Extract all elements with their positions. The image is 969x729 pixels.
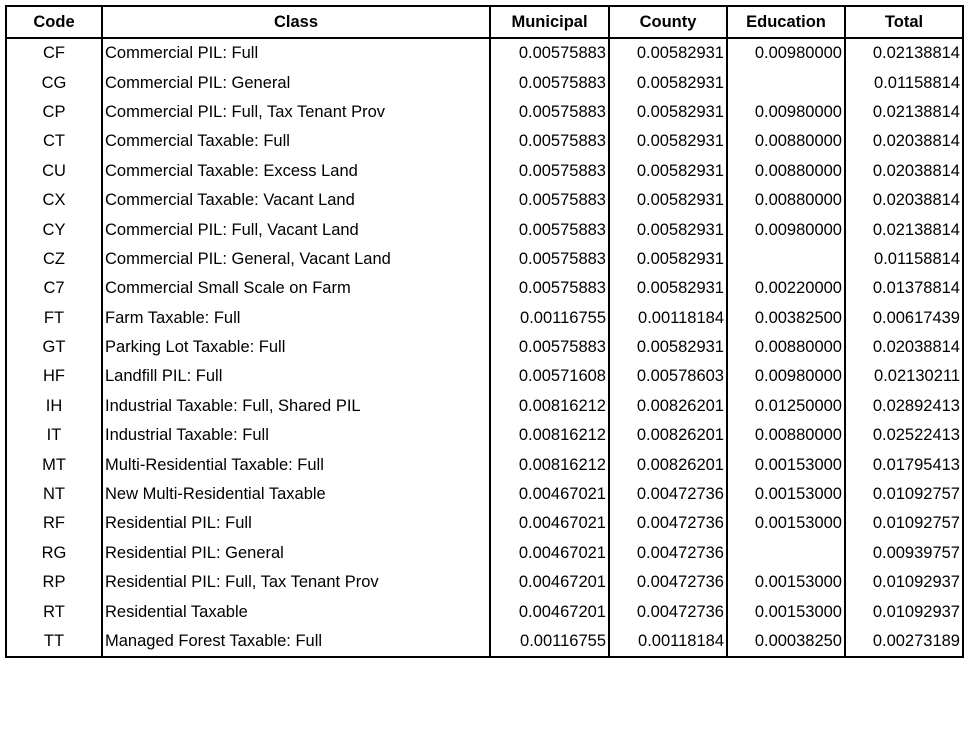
cell-municipal: 0.00816212 (490, 450, 609, 479)
cell-code: RF (6, 509, 102, 538)
cell-county: 0.00472736 (609, 568, 727, 597)
table-row (6, 421, 963, 450)
cell-total: 0.01092937 (845, 568, 963, 597)
cell-total: 0.01158814 (845, 245, 963, 274)
cell-total: 0.01378814 (845, 274, 963, 303)
cell-education: 0.00382500 (727, 304, 845, 333)
cell-class: Multi-Residential Taxable: Full (102, 450, 490, 479)
cell-county: 0.00582931 (609, 274, 727, 303)
header-education: Education (727, 6, 845, 38)
cell-municipal: 0.00575883 (490, 38, 609, 68)
cell-total: 0.02038814 (845, 333, 963, 362)
cell-county: 0.00472736 (609, 597, 727, 626)
cell-education: 0.00880000 (727, 127, 845, 156)
table-row (6, 362, 963, 391)
header-code: Code (6, 6, 102, 38)
cell-total: 0.02038814 (845, 127, 963, 156)
cell-class: Commercial PIL: Full, Vacant Land (102, 215, 490, 244)
cell-municipal: 0.00816212 (490, 421, 609, 450)
cell-total: 0.01158814 (845, 68, 963, 97)
cell-municipal: 0.00575883 (490, 68, 609, 97)
cell-class: Commercial Taxable: Excess Land (102, 157, 490, 186)
cell-county: 0.00472736 (609, 539, 727, 568)
cell-county: 0.00582931 (609, 68, 727, 97)
cell-municipal: 0.00571608 (490, 362, 609, 391)
cell-code: CG (6, 68, 102, 97)
cell-municipal: 0.00575883 (490, 245, 609, 274)
cell-class: Commercial PIL: Full, Tax Tenant Prov (102, 98, 490, 127)
cell-total: 0.00273189 (845, 627, 963, 657)
cell-education: 0.00153000 (727, 597, 845, 626)
cell-code: CP (6, 98, 102, 127)
cell-municipal: 0.00467201 (490, 597, 609, 626)
cell-class: Commercial PIL: General (102, 68, 490, 97)
cell-county: 0.00578603 (609, 362, 727, 391)
cell-county: 0.00472736 (609, 509, 727, 538)
table-row (6, 245, 963, 274)
cell-municipal: 0.00575883 (490, 186, 609, 215)
cell-class: Managed Forest Taxable: Full (102, 627, 490, 657)
cell-municipal: 0.00575883 (490, 274, 609, 303)
cell-total: 0.01092757 (845, 509, 963, 538)
cell-education: 0.00880000 (727, 157, 845, 186)
cell-education: 0.00880000 (727, 333, 845, 362)
cell-code: GT (6, 333, 102, 362)
table-row (6, 392, 963, 421)
table-row (6, 127, 963, 156)
table-row (6, 304, 963, 333)
cell-code: CX (6, 186, 102, 215)
cell-municipal: 0.00575883 (490, 157, 609, 186)
cell-code: MT (6, 450, 102, 479)
cell-education: 0.00153000 (727, 568, 845, 597)
cell-total: 0.00617439 (845, 304, 963, 333)
cell-county: 0.00582931 (609, 333, 727, 362)
cell-education: 0.00153000 (727, 450, 845, 479)
cell-education (727, 539, 845, 568)
cell-municipal: 0.00467201 (490, 568, 609, 597)
cell-county: 0.00582931 (609, 215, 727, 244)
cell-class: Residential Taxable (102, 597, 490, 626)
cell-code: C7 (6, 274, 102, 303)
table-row (6, 274, 963, 303)
table-row (6, 333, 963, 362)
cell-code: IT (6, 421, 102, 450)
cell-code: CZ (6, 245, 102, 274)
cell-education: 0.00880000 (727, 186, 845, 215)
cell-county: 0.00118184 (609, 304, 727, 333)
cell-class: Commercial PIL: Full (102, 38, 490, 68)
cell-municipal: 0.00575883 (490, 98, 609, 127)
table-row (6, 568, 963, 597)
cell-county: 0.00826201 (609, 392, 727, 421)
cell-code: CU (6, 157, 102, 186)
cell-county: 0.00582931 (609, 127, 727, 156)
table-row (6, 509, 963, 538)
cell-class: Residential PIL: Full (102, 509, 490, 538)
cell-total: 0.02138814 (845, 38, 963, 68)
cell-class: Residential PIL: Full, Tax Tenant Prov (102, 568, 490, 597)
cell-code: CY (6, 215, 102, 244)
cell-education: 0.00153000 (727, 509, 845, 538)
cell-education: 0.00153000 (727, 480, 845, 509)
cell-code: RG (6, 539, 102, 568)
header-county: County (609, 6, 727, 38)
cell-county: 0.00582931 (609, 38, 727, 68)
cell-municipal: 0.00116755 (490, 304, 609, 333)
cell-code: RP (6, 568, 102, 597)
cell-code: FT (6, 304, 102, 333)
cell-class: Industrial Taxable: Full (102, 421, 490, 450)
cell-class: Commercial Small Scale on Farm (102, 274, 490, 303)
cell-municipal: 0.00575883 (490, 333, 609, 362)
cell-total: 0.01092757 (845, 480, 963, 509)
cell-code: RT (6, 597, 102, 626)
cell-total: 0.01092937 (845, 597, 963, 626)
cell-county: 0.00826201 (609, 421, 727, 450)
table-row (6, 539, 963, 568)
cell-total: 0.02892413 (845, 392, 963, 421)
table-header-row (6, 6, 963, 38)
cell-education: 0.00980000 (727, 98, 845, 127)
cell-class: Residential PIL: General (102, 539, 490, 568)
table-row (6, 157, 963, 186)
table-row (6, 480, 963, 509)
cell-code: IH (6, 392, 102, 421)
cell-total: 0.01795413 (845, 450, 963, 479)
cell-county: 0.00582931 (609, 186, 727, 215)
cell-education (727, 245, 845, 274)
cell-code: CT (6, 127, 102, 156)
cell-county: 0.00582931 (609, 157, 727, 186)
cell-municipal: 0.00467021 (490, 480, 609, 509)
cell-class: Farm Taxable: Full (102, 304, 490, 333)
cell-municipal: 0.00575883 (490, 215, 609, 244)
cell-total: 0.00939757 (845, 539, 963, 568)
cell-education: 0.01250000 (727, 392, 845, 421)
cell-education: 0.00038250 (727, 627, 845, 657)
cell-county: 0.00826201 (609, 450, 727, 479)
cell-municipal: 0.00575883 (490, 127, 609, 156)
header-total: Total (845, 6, 963, 38)
header-class: Class (102, 6, 490, 38)
table-row (6, 627, 963, 657)
cell-total: 0.02038814 (845, 186, 963, 215)
cell-total: 0.02130211 (845, 362, 963, 391)
cell-education: 0.00880000 (727, 421, 845, 450)
cell-class: Industrial Taxable: Full, Shared PIL (102, 392, 490, 421)
cell-class: Commercial Taxable: Vacant Land (102, 186, 490, 215)
cell-education: 0.00980000 (727, 362, 845, 391)
table-row (6, 186, 963, 215)
cell-code: CF (6, 38, 102, 68)
cell-municipal: 0.00467021 (490, 539, 609, 568)
cell-code: TT (6, 627, 102, 657)
cell-county: 0.00582931 (609, 98, 727, 127)
cell-class: Commercial Taxable: Full (102, 127, 490, 156)
cell-education: 0.00220000 (727, 274, 845, 303)
cell-class: Landfill PIL: Full (102, 362, 490, 391)
cell-class: Commercial PIL: General, Vacant Land (102, 245, 490, 274)
cell-code: HF (6, 362, 102, 391)
cell-education (727, 68, 845, 97)
cell-total: 0.02522413 (845, 421, 963, 450)
cell-county: 0.00582931 (609, 245, 727, 274)
cell-total: 0.02138814 (845, 98, 963, 127)
cell-county: 0.00118184 (609, 627, 727, 657)
cell-municipal: 0.00116755 (490, 627, 609, 657)
table-row (6, 450, 963, 479)
table-row (6, 215, 963, 244)
table-row (6, 68, 963, 97)
cell-education: 0.00980000 (727, 215, 845, 244)
cell-code: NT (6, 480, 102, 509)
cell-total: 0.02138814 (845, 215, 963, 244)
cell-municipal: 0.00467021 (490, 509, 609, 538)
table-row (6, 98, 963, 127)
table-body (6, 38, 963, 657)
cell-municipal: 0.00816212 (490, 392, 609, 421)
cell-county: 0.00472736 (609, 480, 727, 509)
cell-class: New Multi-Residential Taxable (102, 480, 490, 509)
table-row (6, 38, 963, 68)
cell-class: Parking Lot Taxable: Full (102, 333, 490, 362)
cell-total: 0.02038814 (845, 157, 963, 186)
tax-rate-table (5, 5, 964, 658)
cell-education: 0.00980000 (727, 38, 845, 68)
table-row (6, 597, 963, 626)
header-municipal: Municipal (490, 6, 609, 38)
